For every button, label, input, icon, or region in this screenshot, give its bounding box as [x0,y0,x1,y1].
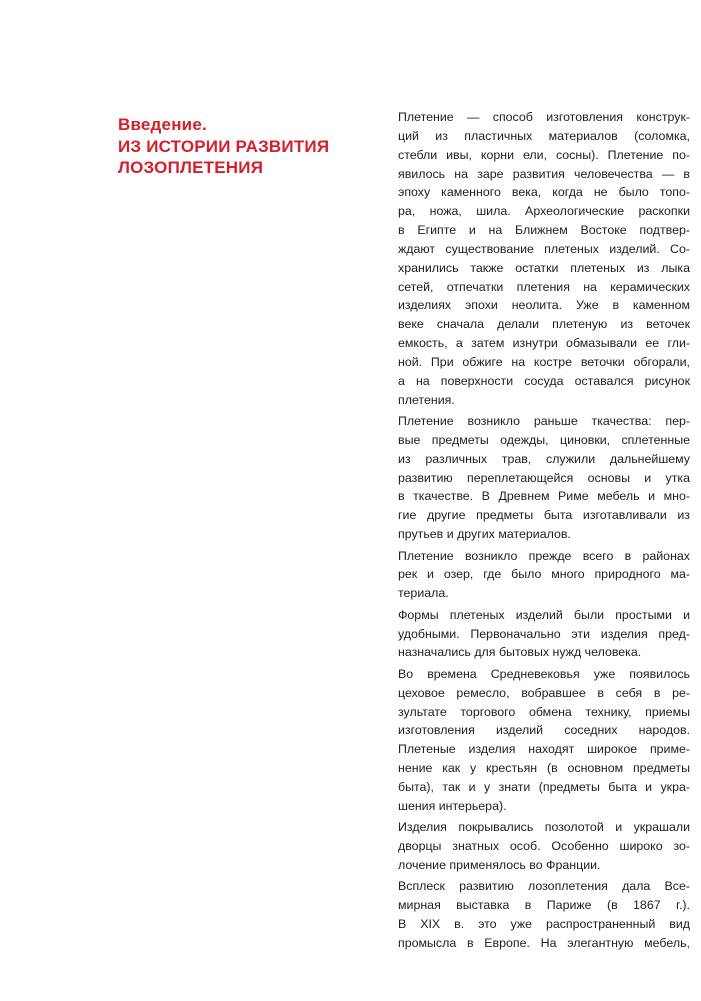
paragraph [398,877,690,952]
paragraph-line: шения интерьера). [398,798,507,813]
paragraph-line: вые предметы одежды, циновки, сплетенные [398,432,690,447]
paragraph-line: хранились также остатки плетеных из лыка [398,260,690,275]
paragraph-line: ра, ножа, шила. Археологические раскопки [398,204,690,219]
paragraph-line: сетей, отпечатки плетения на керамических [398,279,690,294]
paragraph-line: изделиях эпохи неолита. Уже в каменном [398,298,690,313]
paragraph-line: изготовления изделий соседних народов. [398,723,690,738]
paragraph-line: в Египте и на Ближнем Востоке подтвер- [398,223,690,238]
paragraph [398,818,690,875]
paragraph [398,108,690,410]
paragraph-line: Во времена Средневековья уже появилось [398,666,690,681]
paragraph-line: ждают существование плетеных изделий. Со- [398,241,690,256]
paragraph-line: Всплеск развитию лозоплетения дала Все- [398,879,690,894]
paragraph-line: Плетение возникло раньше ткачества: пер- [398,414,690,429]
paragraph [398,665,690,816]
paragraph-line: дворцы знатных особ. Особенно широко зо- [398,839,690,854]
paragraph-line: прутьев и других материалов. [398,527,571,542]
paragraph-line: стебли ивы, корни ели, сосны). Плетение по- [398,147,690,162]
paragraph-line: явилось на заре развития человечества — в [398,166,690,181]
paragraph-line: нение как у крестьян (в основном предметы [398,761,690,776]
paragraph-line: Плетение возникло прежде всего в районах [398,548,690,563]
paragraph-line: мирная выставка в Париже (в 1867 г.). [398,898,690,913]
paragraph-line: Изделия покрывались позолотой и украшали [398,820,690,835]
paragraph-line: рек и озер, где было много природного ма- [398,567,690,582]
paragraph-line: В XIX в. это уже распространенный вид [398,917,690,931]
paragraph-line: ной. При обжиге на костре веточки обгорали, [398,354,690,369]
paragraph-line: из различных трав, служили дальнейшему [398,451,690,466]
paragraph-line: ций из пластичных материалов (соломка, [398,128,690,143]
paragraph [398,547,690,604]
section-title [118,114,368,179]
paragraph-line: Плетение — способ изготовления конструк- [398,110,690,124]
paragraph-line: в ткачестве. В Древнем Риме мебель и мно- [398,489,690,504]
paragraph-line: зультате торгового обмена технику, приемы [398,704,690,719]
paragraph-line: а на поверхности сосуда оставался рисунок [398,373,690,388]
paragraph-line: гие другие предметы быта изготавливали из [398,508,690,523]
paragraph-line: териала. [398,586,449,601]
body-text-column [398,108,690,955]
section-title-line-1: Введение. [118,115,207,134]
section-title-line-3: ЛОЗОПЛЕТЕНИЯ [118,158,264,177]
paragraph-line: лочение применялось во Франции. [398,857,601,872]
paragraph-line: промысла в Европе. На элегантную мебель, [398,935,690,950]
paragraph [398,606,690,663]
paragraph-line: цеховое ремесло, вобравшее в себя в ре- [398,685,690,700]
section-title-line-2: ИЗ ИСТОРИИ РАЗВИТИЯ [118,136,330,156]
paragraph-line: развитию переплетающейся основы и утка [398,470,690,485]
paragraph-line: удобными. Первоначально эти изделия пред- [398,626,690,641]
paragraph-line: плетения. [398,392,455,407]
paragraph-line: быта), так и у знати (предметы быта и укра- [398,779,690,794]
paragraph-line: Формы плетеных изделий были простыми и [398,607,690,622]
paragraph-line: назначались для бытовых нужд человека. [398,645,642,660]
paragraph [398,412,690,544]
paragraph-line: Плетеные изделия находят широкое приме- [398,742,690,757]
paragraph-line: эпоху каменного века, когда не было топо- [398,185,690,200]
paragraph-line: веке сначала делали плетеную из веточек [398,317,690,332]
paragraph-line: емкость, а затем изнутри обмазывали ее гли- [398,336,690,351]
